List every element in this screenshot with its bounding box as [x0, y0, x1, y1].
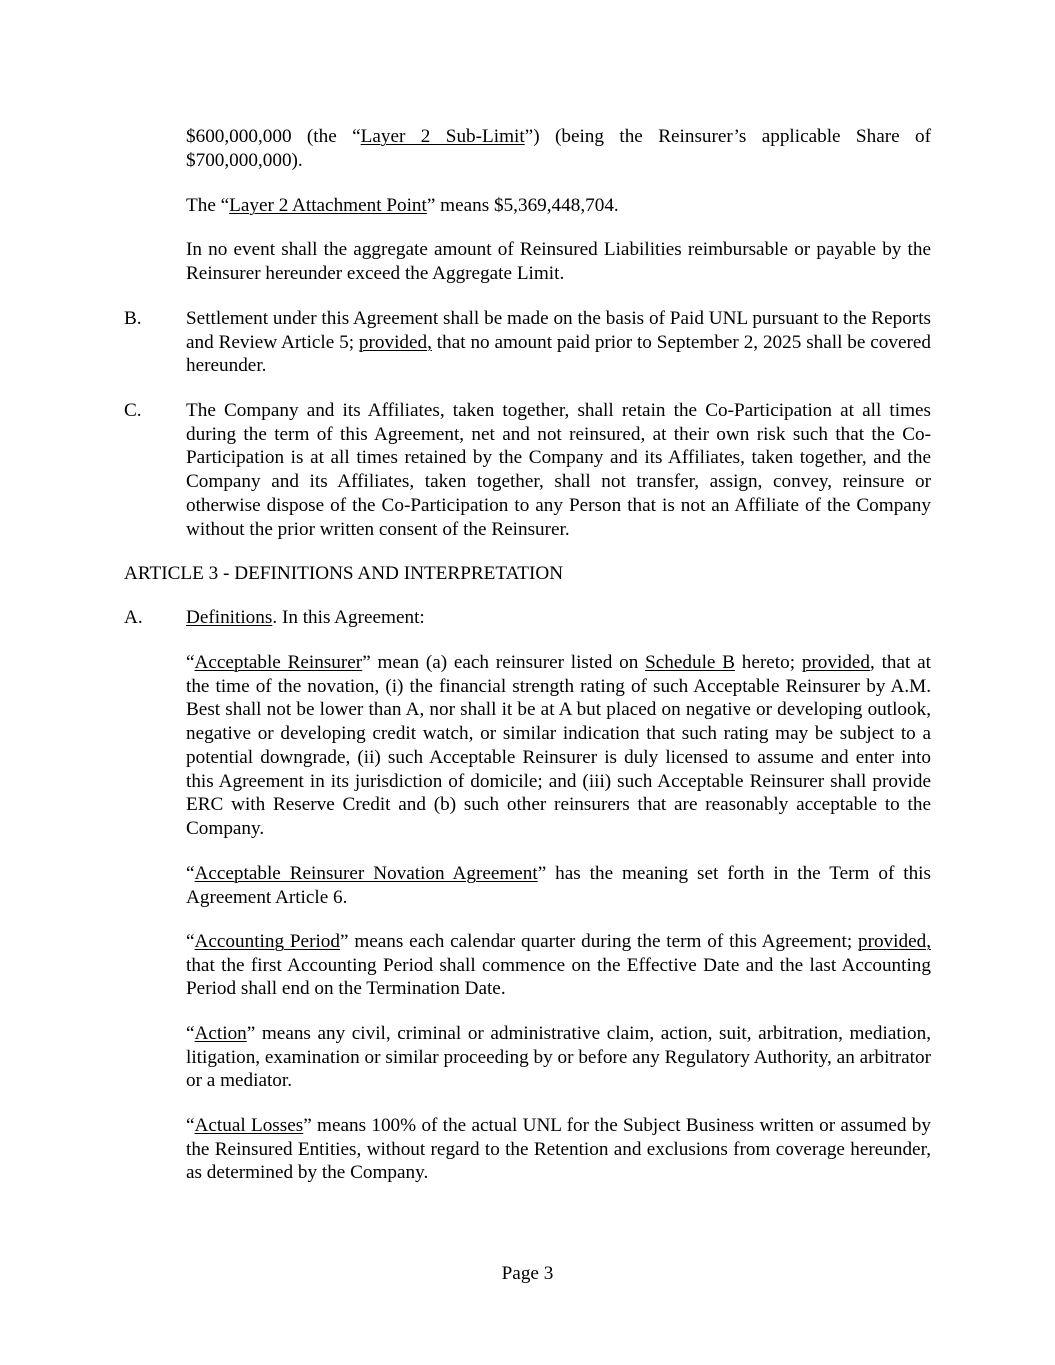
layer2-attachment-paragraph: [186, 194, 931, 218]
section-a-label: A.: [124, 607, 143, 628]
text-run: ” means $5,369,448,704.: [426, 195, 619, 216]
section-a-paragraph: [186, 606, 931, 630]
provided-term: provided,: [358, 331, 432, 353]
text-run: that no amount paid prior to September 2, 2025 shall be covered hereunder.: [186, 331, 931, 377]
text-run: hereto;: [734, 652, 802, 673]
defined-term: Layer 2 Attachment Point: [229, 195, 427, 216]
definition-accounting-period: [186, 930, 931, 1001]
text-run: “: [186, 652, 195, 673]
article-heading: ARTICLE 3 - DEFINITIONS AND INTERPRETATION: [124, 563, 564, 584]
text-run: ” has the meaning set forth in the Term of this Agreement Article 6.: [186, 863, 931, 908]
defined-term: Layer 2 Sub-Limit: [360, 126, 525, 147]
defined-term: Acceptable Reinsurer: [194, 652, 363, 673]
text-run: ”) (being the Reinsurer’s applicable Share of $700,000,000).: [186, 126, 931, 171]
page-number: Page 3: [501, 1263, 554, 1284]
defined-term: Action: [194, 1023, 247, 1044]
text-run: ” means any civil, criminal or administrative claim, action, suit, arbitration, mediation, litigation, examination or similar proceeding by or before any Regulatory Authority, an arbitrator or a mediator.: [186, 1023, 931, 1092]
section-a-title: Definitions: [186, 607, 273, 628]
text-run: The “: [186, 195, 230, 216]
text-run: ” means 100% of the actual UNL for the Subject Business written or assumed by the Reinsured Entities, without regard to the Retention and exclusions from coverage hereunder, as determined by the Company.: [186, 1115, 931, 1184]
text-run: Settlement under this Agreement shall be made on the basis of Paid UNL pursuant to the Reports and Review Article 5;: [186, 308, 931, 353]
text-run: “: [186, 1115, 195, 1136]
text-run: $600,000,000 (the “: [186, 126, 361, 147]
text-run: “: [186, 863, 195, 884]
layer2-sublimit-paragraph: [186, 125, 931, 172]
text-run: “: [186, 1023, 195, 1044]
defined-term: Actual Losses: [194, 1115, 304, 1136]
text-run: ” mean (a) each reinsurer listed on: [362, 652, 646, 673]
schedule-reference: Schedule B: [645, 652, 735, 673]
defined-term: Accounting Period: [194, 931, 340, 952]
section-b-label: B.: [124, 308, 142, 329]
provided-term: provided: [801, 652, 871, 673]
section-c-label: C.: [124, 400, 142, 421]
definition-action: [186, 1022, 931, 1093]
text-run: , that at the time of the novation, (i) the financial strength rating of such Acceptable Reinsurer by A.M. Best shall not be lower than A, nor shall it be at A but placed on negative or developing outlook, negative or developing credit watch, or similar indication that such rating may be subject to a potential downgrade, (ii) such Acceptable Reinsurer is duly licensed to assume and enter into this Agreement in its jurisdiction of domicile; and (iii) such Acceptable Reinsurer shall provide ERC with Reserve Credit and (b) such other reinsurers that are reasonably acceptable to the Company.: [186, 652, 931, 839]
aggregate-limit-paragraph: In no event shall the aggregate amount of Reinsured Liabilities reimbursable or payable by the Reinsurer hereunder exceed the Aggregate Limit.: [186, 239, 931, 284]
text-run: that the first Accounting Period shall commence on the Effective Date and the last Accounting Period shall end on the Termination Date.: [186, 954, 931, 1000]
text-run: ” means each calendar quarter during the term of this Agreement;: [339, 931, 858, 952]
text-run: . In this Agreement:: [272, 607, 425, 628]
definition-actual-losses: [186, 1114, 931, 1185]
section-c-paragraph: The Company and its Affiliates, taken together, shall retain the Co-Participation at all times during the term of this Agreement, net and not reinsured, at their own risk such that the Co-Participation is at all times retained by the Company and its Affiliates, taken together, and the Company and its Affiliates, taken together, shall not transfer, assign, convey, reinsure or otherwise dispose of the Co-Participation to any Person that is not an Affiliate of the Company without the prior written consent of the Reinsurer.: [186, 400, 931, 540]
provided-term: provided,: [857, 931, 931, 952]
definition-novation-agreement: [186, 862, 931, 909]
definition-acceptable-reinsurer: [186, 651, 931, 841]
section-b-paragraph: [186, 307, 931, 378]
defined-term: Acceptable Reinsurer Novation Agreement: [194, 863, 538, 884]
text-run: “: [186, 931, 195, 952]
